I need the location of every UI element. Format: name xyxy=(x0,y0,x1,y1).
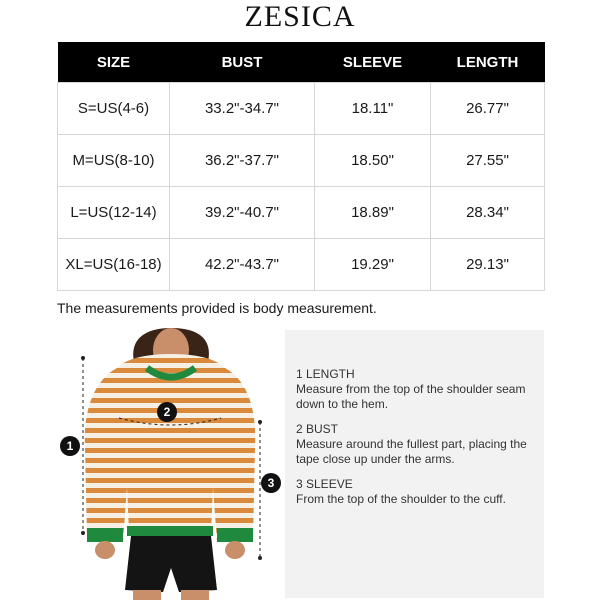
model-leg-right xyxy=(181,590,209,600)
marker-bust xyxy=(157,402,177,422)
svg-text:3: 3 xyxy=(267,476,275,490)
sweater-hem xyxy=(127,526,213,536)
cell-size: S=US(4-6) xyxy=(58,83,170,135)
table-row xyxy=(58,135,545,187)
guide-item-bust xyxy=(296,422,536,467)
cell-bust: 36.2"-37.7" xyxy=(170,135,315,187)
cell-size: L=US(12-14) xyxy=(58,187,170,239)
cell-bust: 39.2"-40.7" xyxy=(170,187,315,239)
sweater-cuff-left xyxy=(87,528,123,542)
marker-sleeve xyxy=(261,473,281,493)
measurement-note: The measurements provided is body measurement. xyxy=(57,300,377,316)
model-shorts xyxy=(125,536,217,592)
header-bust: BUST xyxy=(170,42,315,83)
table-row xyxy=(58,239,545,291)
model-hand-right xyxy=(225,541,245,559)
sweater-cuff-right xyxy=(217,528,253,542)
table-row xyxy=(58,187,545,239)
svg-text:1: 1 xyxy=(66,439,74,453)
cell-length: 27.55" xyxy=(431,135,545,187)
brand-logo: ZESICA xyxy=(244,0,356,33)
table-header-row xyxy=(58,42,545,83)
guide-description: From the top of the shoulder to the cuff. xyxy=(296,492,506,506)
guide-description: Measure from the top of the shoulder seam down to the hem. xyxy=(296,382,526,411)
cell-length: 26.77" xyxy=(431,83,545,135)
measurement-guide-panel xyxy=(285,330,544,598)
marker-length xyxy=(60,436,80,456)
cell-sleeve: 18.50" xyxy=(315,135,431,187)
size-chart-table xyxy=(57,42,545,291)
guide-heading: 3 SLEEVE xyxy=(296,477,353,491)
cell-length: 28.34" xyxy=(431,187,545,239)
cell-sleeve: 18.89" xyxy=(315,187,431,239)
header-size: SIZE xyxy=(58,42,170,83)
model-hand-left xyxy=(95,541,115,559)
header-sleeve: SLEEVE xyxy=(315,42,431,83)
cell-size: M=US(8-10) xyxy=(58,135,170,187)
guide-heading: 1 LENGTH xyxy=(296,367,355,381)
cell-sleeve: 18.11" xyxy=(315,83,431,135)
table-row xyxy=(58,83,545,135)
model-photo xyxy=(57,328,285,600)
svg-text:2: 2 xyxy=(163,405,171,419)
header-length: LENGTH xyxy=(431,42,545,83)
model-leg-left xyxy=(133,590,161,600)
cell-bust: 42.2"-43.7" xyxy=(170,239,315,291)
cell-size: XL=US(16-18) xyxy=(58,239,170,291)
guide-item-sleeve xyxy=(296,477,536,507)
cell-sleeve: 19.29" xyxy=(315,239,431,291)
guide-heading: 2 BUST xyxy=(296,422,339,436)
guide-item-length xyxy=(296,367,536,412)
guide-description: Measure around the fullest part, placing the tape close up under the arms. xyxy=(296,437,527,466)
cell-bust: 33.2"-34.7" xyxy=(170,83,315,135)
cell-length: 29.13" xyxy=(431,239,545,291)
